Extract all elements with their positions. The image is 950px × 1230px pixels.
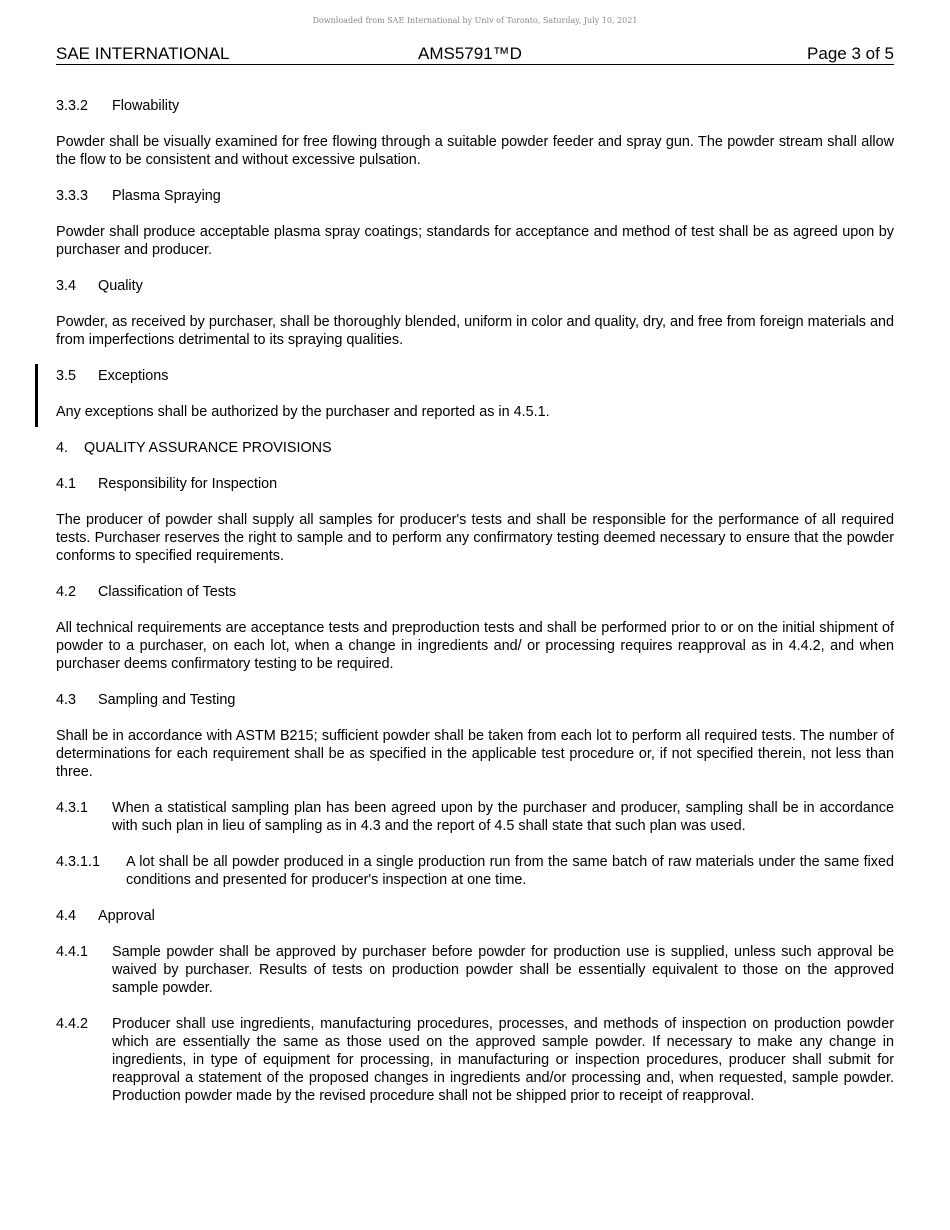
section-number: 4.3.1 (56, 800, 89, 816)
section-title: Exceptions (98, 368, 169, 384)
section-title: Classification of Tests (98, 584, 237, 600)
revision-change-bar (35, 364, 38, 427)
section-item-text: When a statistical sampling plan has been agreed upon by the purchaser and producer, sampling shall be in accordance with such plan in lieu of sampling as in 4.3 and the report of 4.5 shall state that such plan was used. (112, 800, 894, 834)
section-heading-3-3-3 (56, 187, 894, 205)
section-title: QUALITY ASSURANCE PROVISIONS (84, 440, 332, 456)
section-number: 4. (56, 440, 69, 456)
section-item-text: Sample powder shall be approved by purchaser before powder for production use is supplied, unless such approval be waived by purchaser. Results of tests on production powder shall be essentially equivalent to those on the approved sample powder. (112, 944, 894, 996)
section-number: 4.3 (56, 692, 77, 708)
header-page-number: Page 3 of 5 (807, 44, 894, 63)
section-paragraph-3-3-3: Powder shall produce acceptable plasma spray coatings; standards for acceptance and method of test shall be as agreed upon by purchaser and producer. (56, 224, 894, 258)
section-number: 3.3.2 (56, 98, 89, 114)
section-title: Flowability (112, 98, 180, 114)
section-paragraph-3-4: Powder, as received by purchaser, shall be thoroughly blended, uniform in color and quality, dry, and free from foreign materials and from imperfections detrimental to its spraying qualities. (56, 314, 894, 348)
section-number: 3.5 (56, 368, 77, 384)
section-paragraph-4-3: Shall be in accordance with ASTM B215; sufficient powder shall be taken from each lot to perform all required tests. The number of determinations for each requirement shall be as specified in the applicable test procedure or, if not specified therein, not less than three. (56, 728, 894, 780)
section-paragraph-3-5: Any exceptions shall be authorized by the purchaser and reported as in 4.5.1. (56, 404, 550, 420)
section-title: Quality (98, 278, 143, 294)
section-heading-4 (56, 439, 894, 457)
section-number: 4.4 (56, 908, 77, 924)
section-paragraph-4-2: All technical requirements are acceptance tests and preproduction tests and shall be performed prior to or on the initial shipment of powder to a purchaser, on each lot, when a change in ingredients and/ or processing requires reapproval as in 4.4.2, and when purchaser deems confirmatory testing to be required. (56, 620, 894, 672)
section-heading-3-5 (56, 367, 894, 385)
section-number: 4.3.1.1 (56, 854, 101, 870)
document-body (56, 97, 894, 1123)
page-header (56, 44, 894, 65)
section-paragraph-4-1: The producer of powder shall supply all samples for producer's tests and shall be responsible for the performance of all required tests. Purchaser reserves the right to sample and to perform any confirmatory testing deemed necessary to ensure that the powder conforms to specified requirements. (56, 512, 894, 564)
section-number: 4.4.2 (56, 1016, 89, 1032)
section-item-text: A lot shall be all powder produced in a single production run from the same batch of raw materials under the same fixed conditions and presented for producer's inspection at one time. (126, 854, 894, 888)
section-heading-4-2 (56, 583, 894, 601)
section-item-4-4-2 (56, 1015, 894, 1105)
section-item-text: Producer shall use ingredients, manufacturing procedures, processes, and methods of inspection on production powder which are essentially the same as those used on the approved sample powder. If necessary to make any change in ingredients, in type of equipment for processing, in manufacturing or inspection procedures, producer shall submit for reapproval a statement of the proposed changes in ingredients and/or processing and, when requested, sample powder. Production powder made by the revised procedure shall not be shipped prior to receipt of reapproval. (112, 1016, 894, 1104)
section-heading-4-4 (56, 907, 894, 925)
section-item-4-3-1 (56, 799, 894, 835)
section-number: 4.4.1 (56, 944, 89, 960)
download-watermark: Downloaded from SAE International by Univ of Toronto, Saturday, July 10, 2021 (312, 16, 638, 25)
section-item-4-3-1-1 (56, 853, 894, 889)
section-number: 4.2 (56, 584, 77, 600)
section-number: 3.3.3 (56, 188, 89, 204)
section-title: Plasma Spraying (112, 188, 221, 204)
section-heading-3-4 (56, 277, 894, 295)
section-heading-3-3-2 (56, 97, 894, 115)
section-title: Approval (98, 908, 155, 924)
section-title: Sampling and Testing (98, 692, 236, 708)
section-number: 3.4 (56, 278, 77, 294)
header-doc-id: AMS5791™D (418, 44, 522, 63)
section-heading-4-3 (56, 691, 894, 709)
section-paragraph-3-3-2: Powder shall be visually examined for free flowing through a suitable powder feeder and spray gun. The powder stream shall allow the flow to be consistent and without excessive pulsation. (56, 134, 894, 168)
section-heading-4-1 (56, 475, 894, 493)
header-org: SAE INTERNATIONAL (56, 44, 230, 63)
section-item-4-4-1 (56, 943, 894, 997)
section-number: 4.1 (56, 476, 77, 492)
section-title: Responsibility for Inspection (98, 476, 278, 492)
